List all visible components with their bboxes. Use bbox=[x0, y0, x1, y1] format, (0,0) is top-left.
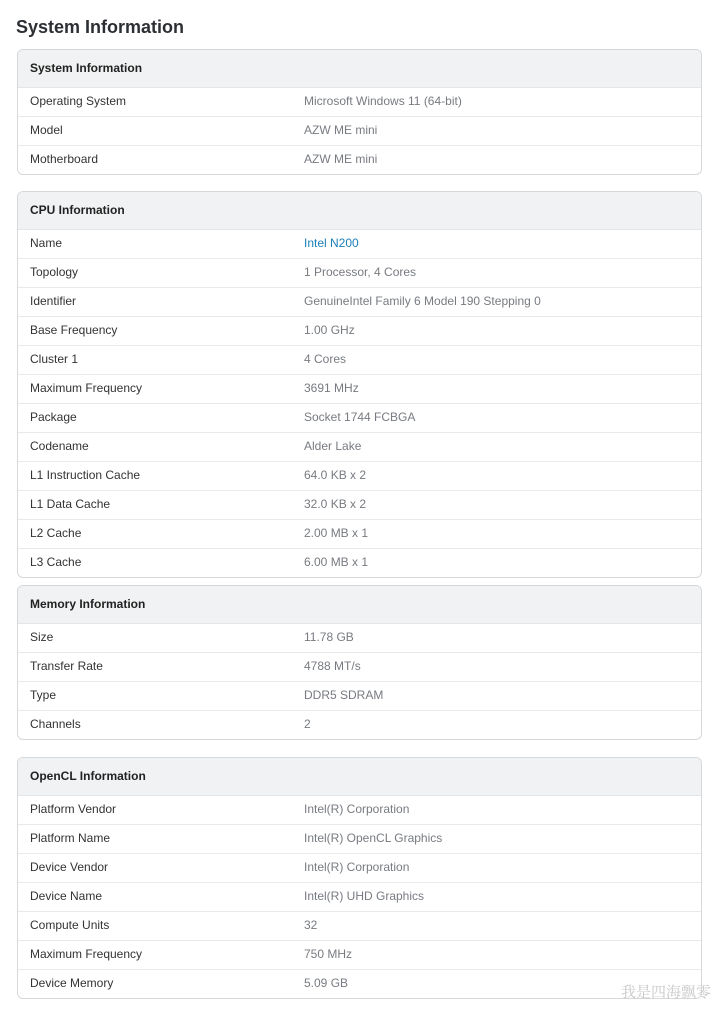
row-label: Platform Name bbox=[30, 831, 111, 845]
cpu-name-link[interactable]: Intel N200 bbox=[304, 236, 359, 250]
row-value: 1.00 GHz bbox=[304, 323, 355, 337]
row-value: Intel(R) OpenCL Graphics bbox=[304, 831, 443, 845]
row-value: DDR5 SDRAM bbox=[304, 688, 384, 702]
row-value: 2.00 MB x 1 bbox=[304, 526, 369, 540]
row-value: 32.0 KB x 2 bbox=[304, 497, 367, 511]
row-label: Transfer Rate bbox=[30, 659, 103, 673]
row-label: Base Frequency bbox=[30, 323, 118, 337]
table-row bbox=[18, 403, 701, 432]
row-label: Package bbox=[30, 410, 77, 424]
row-label: Device Memory bbox=[30, 976, 114, 990]
row-value: Alder Lake bbox=[304, 439, 362, 453]
row-value: AZW ME mini bbox=[304, 123, 378, 137]
table-row bbox=[18, 345, 701, 374]
row-value: 4 Cores bbox=[304, 352, 347, 366]
row-label: Topology bbox=[30, 265, 79, 279]
table-row bbox=[18, 230, 701, 258]
row-value: 32 bbox=[304, 918, 318, 932]
table-row bbox=[18, 548, 701, 577]
row-value: 1 Processor, 4 Cores bbox=[304, 265, 417, 279]
row-value: Intel(R) UHD Graphics bbox=[304, 889, 425, 903]
table-row bbox=[18, 116, 701, 145]
table-row bbox=[18, 519, 701, 548]
row-label: Maximum Frequency bbox=[30, 947, 143, 961]
opencl-information-card bbox=[17, 757, 702, 999]
table-row bbox=[18, 258, 701, 287]
cpu-information-card bbox=[17, 191, 702, 578]
table-row bbox=[18, 681, 701, 710]
row-value: Intel(R) Corporation bbox=[304, 802, 410, 816]
table-row bbox=[18, 88, 701, 116]
row-value: AZW ME mini bbox=[304, 152, 378, 166]
row-label: Motherboard bbox=[30, 152, 99, 166]
table-row bbox=[18, 287, 701, 316]
table-row bbox=[18, 652, 701, 681]
row-label: Maximum Frequency bbox=[30, 381, 143, 395]
watermark: 我是四海飘零 bbox=[620, 983, 711, 1001]
page-title: System Information bbox=[16, 17, 185, 37]
row-label: Name bbox=[30, 236, 63, 250]
table-row bbox=[18, 710, 701, 739]
table-row bbox=[18, 882, 701, 911]
table-row bbox=[18, 969, 701, 998]
card-header: OpenCL Information bbox=[18, 758, 701, 796]
row-label: L2 Cache bbox=[30, 526, 82, 540]
row-value: 4788 MT/s bbox=[304, 659, 361, 673]
row-label: Size bbox=[30, 630, 54, 644]
table-row bbox=[18, 624, 701, 652]
table-row bbox=[18, 461, 701, 490]
row-value: Intel(R) Corporation bbox=[304, 860, 410, 874]
table-row bbox=[18, 432, 701, 461]
row-value: 750 MHz bbox=[304, 947, 353, 961]
card-header: System Information bbox=[18, 50, 701, 88]
row-value: 64.0 KB x 2 bbox=[304, 468, 367, 482]
row-value: 11.78 GB bbox=[304, 630, 354, 644]
row-label: Platform Vendor bbox=[30, 802, 117, 816]
row-label: Codename bbox=[30, 439, 89, 453]
row-value: 5.09 GB bbox=[304, 976, 349, 990]
table-row bbox=[18, 824, 701, 853]
row-label: Device Vendor bbox=[30, 860, 109, 874]
row-value: Microsoft Windows 11 (64-bit) bbox=[304, 94, 462, 108]
row-value: 3691 MHz bbox=[304, 381, 359, 395]
table-row bbox=[18, 374, 701, 403]
row-label: Compute Units bbox=[30, 918, 110, 932]
row-value: 2 bbox=[304, 717, 311, 731]
row-label: Model bbox=[30, 123, 63, 137]
memory-information-card bbox=[17, 585, 702, 740]
row-label: L1 Instruction Cache bbox=[30, 468, 141, 482]
row-label: L3 Cache bbox=[30, 555, 82, 569]
row-label: Type bbox=[30, 688, 57, 702]
table-row bbox=[18, 316, 701, 345]
row-label: Identifier bbox=[30, 294, 77, 308]
row-label: Operating System bbox=[30, 94, 127, 108]
row-label: L1 Data Cache bbox=[30, 497, 111, 511]
row-value: GenuineIntel Family 6 Model 190 Stepping 0 bbox=[304, 294, 541, 308]
table-row bbox=[18, 911, 701, 940]
row-label: Cluster 1 bbox=[30, 352, 79, 366]
row-label: Device Name bbox=[30, 889, 103, 903]
table-row bbox=[18, 853, 701, 882]
table-row bbox=[18, 145, 701, 174]
row-label: Channels bbox=[30, 717, 81, 731]
card-header: CPU Information bbox=[18, 192, 701, 230]
row-value: Socket 1744 FCBGA bbox=[304, 410, 416, 424]
table-row bbox=[18, 490, 701, 519]
system-information-card bbox=[17, 49, 702, 175]
row-value: 6.00 MB x 1 bbox=[304, 555, 369, 569]
card-header: Memory Information bbox=[18, 586, 701, 624]
table-row bbox=[18, 796, 701, 824]
table-row bbox=[18, 940, 701, 969]
